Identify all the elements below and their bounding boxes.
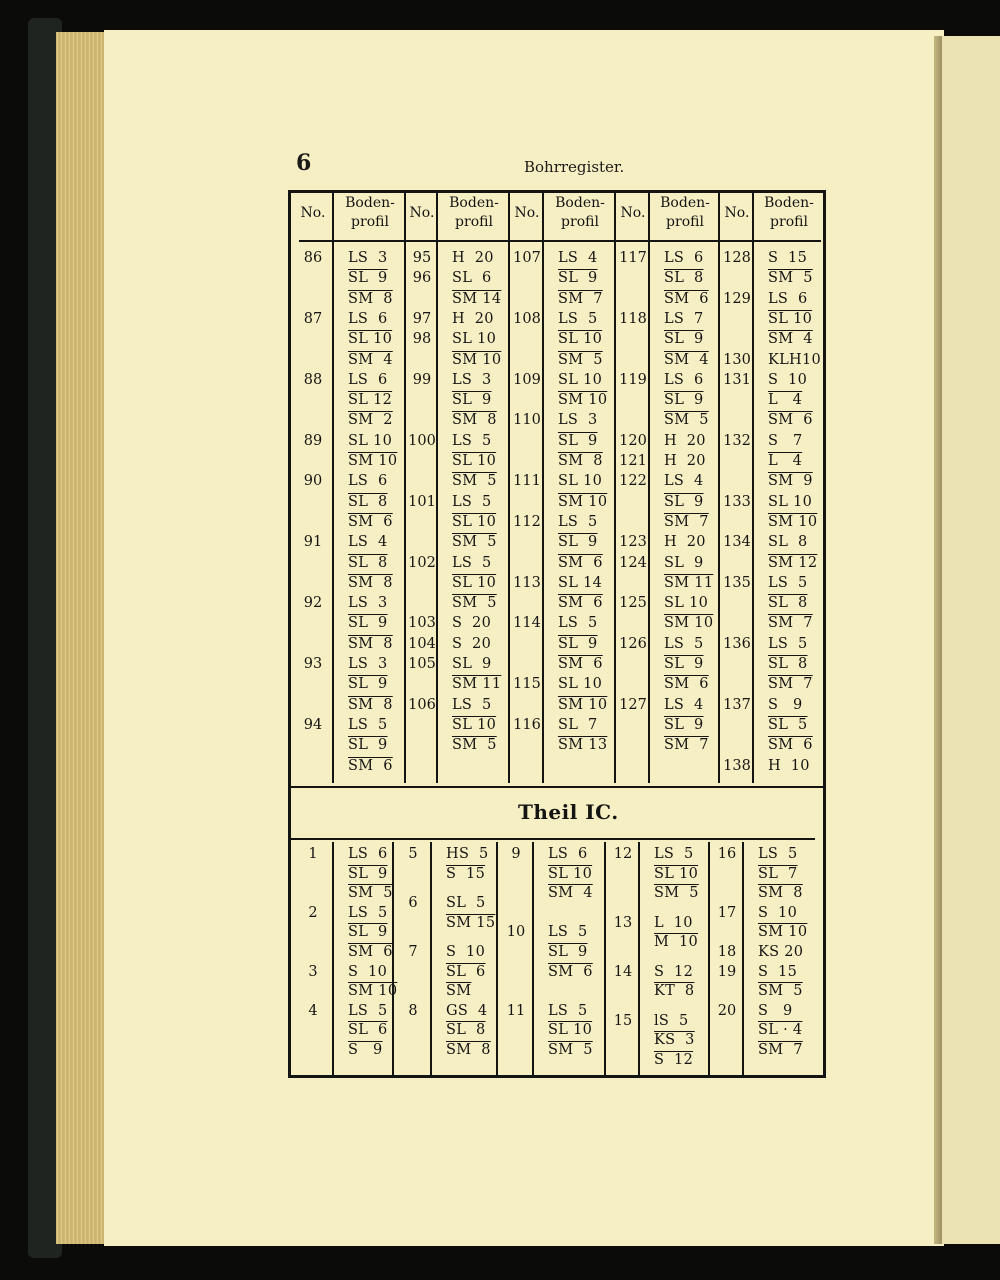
soil-profile-entry: SM 13 <box>558 737 608 754</box>
soil-profile-entry: SM 8 <box>348 574 393 591</box>
row-number: 3 <box>308 963 318 980</box>
soil-profile-entry: SM 8 <box>446 1042 491 1058</box>
header-profil: Boden- profil <box>345 195 395 230</box>
soil-profile-entry: SL 10 <box>558 473 603 490</box>
row-number: 111 <box>513 473 541 490</box>
row-number: 136 <box>723 635 751 652</box>
section-rule-bottom <box>291 838 815 840</box>
row-number: 137 <box>723 696 751 713</box>
soil-profile-entry: $\overline{SM}$ <box>446 983 472 1000</box>
soil-profile-entry: S 12 <box>654 1051 694 1068</box>
row-number: 88 <box>303 371 323 388</box>
soil-profile-entry: SL 8 <box>348 554 388 571</box>
soil-profile-entry: SL 8 <box>768 534 808 551</box>
header-profil: Boden- profil <box>449 195 499 230</box>
soil-profile-entry: LS 4 <box>348 534 388 551</box>
row-number: 127 <box>619 696 647 713</box>
facing-page <box>942 36 1000 1244</box>
row-number: 16 <box>717 846 737 862</box>
soil-profile-entry: SM 5 <box>548 1042 593 1058</box>
row-number: 14 <box>613 963 633 980</box>
soil-profile-entry: SM 5 <box>768 270 813 287</box>
soil-profile-entry: SL 9 <box>452 392 492 409</box>
soil-profile-entry: SM 8 <box>348 635 393 652</box>
row-number: 100 <box>408 432 436 449</box>
soil-profile-entry: SL 8 <box>446 1022 486 1039</box>
row-number: 117 <box>619 250 647 266</box>
soil-profile-entry: H 20 <box>664 432 706 449</box>
row-number: 112 <box>513 513 541 530</box>
soil-profile-entry: LS 5 <box>548 1002 588 1019</box>
soil-profile-entry: H 20 <box>664 534 706 551</box>
soil-profile-entry: SM 6 <box>664 290 709 307</box>
row-number: 131 <box>723 371 751 388</box>
soil-profile-entry: SM 6 <box>558 656 603 672</box>
row-number: 135 <box>723 574 751 591</box>
row-number: 128 <box>723 250 751 266</box>
soil-profile-entry: lS 5 <box>654 1012 689 1029</box>
row-number: 6 <box>408 895 418 911</box>
soil-profile-entry: LS 6 <box>768 290 808 307</box>
row-number: 2 <box>308 904 318 921</box>
row-number: 120 <box>619 432 647 449</box>
soil-profile-entry: S 15 <box>758 963 798 980</box>
soil-profile-entry: SM 5 <box>664 412 709 429</box>
header-no: No. <box>300 205 326 221</box>
row-number: 116 <box>513 716 541 733</box>
soil-profile-entry: LS 5 <box>548 924 588 941</box>
soil-profile-entry: LS 5 <box>452 493 492 510</box>
row-number: 105 <box>408 656 436 672</box>
soil-profile-entry: S 20 <box>452 635 492 652</box>
soil-profile-entry: SL 7 <box>758 865 798 882</box>
header-profil: Boden- profil <box>764 195 814 230</box>
soil-profile-entry: SL 9 <box>558 270 598 287</box>
soil-profile-entry: S 15 <box>446 865 486 882</box>
soil-profile-entry: LS 6 <box>348 846 388 862</box>
row-number: 5 <box>408 846 418 862</box>
row-number: 15 <box>613 1012 633 1029</box>
soil-profile-entry: HS 5 <box>446 846 489 862</box>
column-rule <box>532 842 534 1075</box>
soil-profile-entry: SM 4 <box>548 885 593 902</box>
soil-profile-entry: H 10 <box>768 757 810 774</box>
soil-profile-entry: LS 6 <box>548 846 588 862</box>
row-number: 130 <box>723 351 751 368</box>
soil-profile-entry: S 10 <box>348 963 388 980</box>
soil-profile-entry: KS 20 <box>758 944 804 960</box>
soil-profile-entry: SM 14 <box>452 290 502 307</box>
soil-profile-entry: SL 9 <box>558 432 598 449</box>
soil-profile-entry: LS 6 <box>348 473 388 490</box>
soil-profile-entry: SL 5 <box>446 895 486 911</box>
soil-profile-entry: L 4 <box>768 392 803 409</box>
soil-profile-entry: SM 10 <box>348 983 398 1000</box>
row-number: 113 <box>513 574 541 591</box>
soil-profile-entry: H 20 <box>452 310 494 327</box>
row-number: 106 <box>408 696 436 713</box>
soil-profile-entry: LS 5 <box>768 574 808 591</box>
soil-profile-entry: SL 6 <box>348 1022 388 1039</box>
row-number: 86 <box>303 250 323 266</box>
soil-profile-entry: SL 10 <box>654 865 699 882</box>
row-number: 118 <box>619 310 647 327</box>
row-number: 133 <box>723 493 751 510</box>
row-number: 12 <box>613 846 633 862</box>
soil-profile-entry: LS 5 <box>452 432 492 449</box>
soil-profile-entry: SL 10 <box>558 371 603 388</box>
soil-profile-entry: SM 5 <box>558 351 603 368</box>
row-number: 114 <box>513 615 541 632</box>
soil-profile-entry: SL 10 <box>452 716 497 733</box>
soil-profile-entry: SM 7 <box>558 290 603 307</box>
row-number: 11 <box>506 1002 526 1019</box>
soil-profile-entry: LS 4 <box>558 250 598 266</box>
column-rule <box>332 842 334 1075</box>
soil-profile-entry: H 20 <box>664 453 706 469</box>
soil-profile-entry: SL 6 <box>446 963 486 980</box>
row-number: 98 <box>412 331 432 348</box>
soil-profile-entry: LS 5 <box>558 310 598 327</box>
soil-profile-entry: LS 5 <box>452 554 492 571</box>
soil-profile-entry: LS 5 <box>558 615 598 632</box>
soil-profile-entry: SL 9 <box>664 493 704 510</box>
row-number: 8 <box>408 1002 418 1019</box>
soil-profile-entry: SM 6 <box>548 963 593 980</box>
soil-profile-entry: SL 10 <box>548 1022 593 1039</box>
soil-profile-entry: LS 7 <box>664 310 704 327</box>
soil-profile-entry: SL 10 <box>768 493 813 510</box>
row-number: 134 <box>723 534 751 551</box>
row-number: 109 <box>513 371 541 388</box>
soil-profile-entry: S 15 <box>768 250 808 266</box>
column-rule <box>638 842 640 1075</box>
row-number: 104 <box>408 635 436 652</box>
section-title: Theil IC. <box>518 800 619 824</box>
row-number: 95 <box>412 250 432 266</box>
row-number: 19 <box>717 963 737 980</box>
soil-profile-entry: SM 5 <box>758 983 803 1000</box>
column-rule <box>718 193 720 783</box>
soil-profile-entry: SL 8 <box>768 595 808 612</box>
soil-profile-entry: SM 8 <box>452 412 497 429</box>
soil-profile-entry: SL 10 <box>452 453 497 469</box>
soil-profile-entry: SM 5 <box>654 885 699 902</box>
soil-profile-entry: SL 9 <box>664 331 704 348</box>
row-number: 126 <box>619 635 647 652</box>
soil-profile-entry: SM 7 <box>768 615 813 632</box>
soil-profile-entry: SL · 4 <box>758 1022 803 1039</box>
soil-profile-entry: SM 7 <box>664 737 709 754</box>
soil-profile-entry: SM 10 <box>558 493 608 510</box>
soil-profile-entry: SM 6 <box>348 513 393 530</box>
soil-profile-entry: LS 5 <box>348 1002 388 1019</box>
soil-profile-entry: SL 9 <box>664 656 704 672</box>
row-number: 102 <box>408 554 436 571</box>
header-rule <box>299 240 821 242</box>
soil-profile-entry: SM 4 <box>664 351 709 368</box>
soil-profile-entry: SM 7 <box>664 513 709 530</box>
soil-profile-entry: SM 7 <box>768 676 813 693</box>
row-number: 9 <box>511 846 521 862</box>
header-profil: Boden- profil <box>555 195 605 230</box>
row-number: 1 <box>308 846 318 862</box>
running-head: Bohrregister. <box>524 158 625 176</box>
soil-profile-entry: SL 9 <box>452 656 492 672</box>
row-number: 7 <box>408 944 418 960</box>
column-rule <box>752 193 754 783</box>
soil-profile-entry: SL 10 <box>452 513 497 530</box>
soil-profile-entry: SL 8 <box>768 656 808 672</box>
row-number: 94 <box>303 716 323 733</box>
row-number: 110 <box>513 412 541 429</box>
soil-profile-entry: LS 3 <box>348 656 388 672</box>
soil-profile-entry: KT 8 <box>654 983 695 1000</box>
soil-profile-entry: SM 5 <box>452 473 497 490</box>
column-rule <box>496 842 498 1075</box>
row-number: 90 <box>303 473 323 490</box>
soil-profile-entry: SM 8 <box>758 885 803 902</box>
soil-profile-entry: SM 10 <box>348 453 398 469</box>
soil-profile-entry: SM 15 <box>446 914 496 931</box>
soil-profile-entry: SL 8 <box>348 493 388 510</box>
row-number: 125 <box>619 595 647 612</box>
soil-profile-entry: LS 5 <box>758 846 798 862</box>
soil-profile-entry: KS 3 <box>654 1032 695 1049</box>
row-number: 17 <box>717 904 737 921</box>
soil-profile-entry: SM 6 <box>558 595 603 612</box>
header-profil: Boden- profil <box>660 195 710 230</box>
soil-profile-entry: SM 6 <box>348 944 393 960</box>
soil-profile-entry: LS 6 <box>348 371 388 388</box>
row-number: 123 <box>619 534 647 551</box>
soil-profile-entry: L 10 <box>654 914 693 931</box>
soil-profile-entry: SL 6 <box>452 270 492 287</box>
soil-profile-entry: SM 6 <box>664 676 709 693</box>
soil-profile-entry: SM 11 <box>452 676 502 693</box>
row-number: 101 <box>408 493 436 510</box>
soil-profile-entry: L 4 <box>768 453 803 469</box>
row-number: 129 <box>723 290 751 307</box>
soil-profile-entry: LS 3 <box>452 371 492 388</box>
soil-profile-entry: LS 6 <box>664 250 704 266</box>
soil-profile-entry: SL 9 <box>348 737 388 754</box>
row-number: 99 <box>412 371 432 388</box>
soil-profile-entry: LS 5 <box>654 846 694 862</box>
soil-profile-entry: SM 6 <box>768 412 813 429</box>
soil-profile-entry: SL 9 <box>664 554 704 571</box>
soil-profile-entry: SM 4 <box>768 331 813 348</box>
row-number: 121 <box>619 453 647 469</box>
row-number: 92 <box>303 595 323 612</box>
soil-profile-entry: LS 6 <box>348 310 388 327</box>
soil-profile-entry: SM 10 <box>452 351 502 368</box>
soil-profile-entry: SM 8 <box>348 290 393 307</box>
soil-profile-entry: GS 4 <box>446 1002 488 1019</box>
soil-profile-entry: SL 9 <box>558 534 598 551</box>
header-no: No. <box>724 205 750 221</box>
row-number: 18 <box>717 944 737 960</box>
row-number: 96 <box>412 270 432 287</box>
soil-profile-entry: S 10 <box>758 904 798 921</box>
soil-profile-entry: SL 9 <box>558 635 598 652</box>
soil-profile-entry: M 10 <box>654 934 699 951</box>
soil-profile-entry: S 20 <box>452 615 492 632</box>
header-no: No. <box>409 205 435 221</box>
soil-profile-entry: SL 5 <box>768 716 808 733</box>
soil-profile-entry: LS 5 <box>348 716 388 733</box>
soil-profile-entry: SL 7 <box>558 716 598 733</box>
row-number: 20 <box>717 1002 737 1019</box>
section-rule-top <box>291 786 823 788</box>
soil-profile-entry: SM 10 <box>558 392 608 409</box>
soil-profile-entry: S 7 <box>768 432 803 449</box>
soil-profile-entry: SM 10 <box>758 924 808 941</box>
row-number: 93 <box>303 656 323 672</box>
soil-profile-entry: SM 10 <box>664 615 714 632</box>
soil-profile-entry: LS 3 <box>348 250 388 266</box>
soil-profile-entry: SL 9 <box>348 865 388 882</box>
soil-profile-entry: SL 10 <box>452 331 497 348</box>
soil-profile-entry: S 9 <box>348 1042 383 1058</box>
row-number: 97 <box>412 310 432 327</box>
soil-profile-entry: LS 5 <box>452 696 492 713</box>
row-number: 89 <box>303 432 323 449</box>
soil-profile-entry: S 9 <box>758 1002 793 1019</box>
soil-profile-entry: SM 5 <box>348 885 393 902</box>
row-number: 13 <box>613 914 633 931</box>
soil-profile-entry: LS 5 <box>768 635 808 652</box>
soil-profile-entry: SL 10 <box>548 865 593 882</box>
row-number: 122 <box>619 473 647 490</box>
soil-profile-entry: LS 5 <box>558 513 598 530</box>
soil-profile-entry: SL 10 <box>558 331 603 348</box>
soil-profile-entry: SM 5 <box>452 595 497 612</box>
header-no: No. <box>620 205 646 221</box>
row-number: 91 <box>303 534 323 551</box>
soil-profile-entry: SM 10 <box>768 513 818 530</box>
header-no: No. <box>514 205 540 221</box>
soil-profile-entry: SM 12 <box>768 554 818 571</box>
soil-profile-entry: SM 8 <box>348 696 393 713</box>
soil-profile-entry: SM 8 <box>558 453 603 469</box>
soil-profile-entry: S 10 <box>446 944 486 960</box>
soil-profile-entry: SL 10 <box>664 595 709 612</box>
soil-profile-entry: LS 6 <box>664 371 704 388</box>
soil-profile-entry: SL 14 <box>558 574 603 591</box>
soil-profile-entry: SL 9 <box>548 944 588 960</box>
soil-profile-entry: S 10 <box>768 371 808 388</box>
soil-profile-entry: SL 10 <box>348 331 393 348</box>
soil-profile-entry: SL 10 <box>558 676 603 693</box>
row-number: 4 <box>308 1002 318 1019</box>
soil-profile-entry: SM 11 <box>664 574 714 591</box>
soil-profile-entry: SM 5 <box>452 737 497 754</box>
soil-profile-entry: LS 5 <box>664 635 704 652</box>
soil-profile-entry: SM 5 <box>452 534 497 551</box>
soil-profile-entry: H 20 <box>452 250 494 266</box>
soil-profile-entry: LS 3 <box>348 595 388 612</box>
row-number: 103 <box>408 615 436 632</box>
row-number: 132 <box>723 432 751 449</box>
page-number: 6 <box>296 150 312 176</box>
soil-profile-entry: SM 6 <box>348 757 393 774</box>
soil-profile-entry: S 12 <box>654 963 694 980</box>
soil-profile-entry: SM 10 <box>558 696 608 713</box>
soil-profile-entry: SL 9 <box>348 615 388 632</box>
column-rule <box>604 842 606 1075</box>
soil-profile-entry: SL 9 <box>348 270 388 287</box>
soil-profile-entry: SM 6 <box>558 554 603 571</box>
soil-profile-entry: SL 10 <box>452 574 497 591</box>
soil-profile-entry: LS 4 <box>664 696 704 713</box>
soil-profile-entry: SL 9 <box>348 924 388 941</box>
soil-profile-entry: SL 9 <box>664 392 704 409</box>
soil-profile-entry: SM 9 <box>768 473 813 490</box>
soil-profile-entry: LS 4 <box>664 473 704 490</box>
row-number: 115 <box>513 676 541 693</box>
soil-profile-entry: SL 8 <box>664 270 704 287</box>
row-number: 108 <box>513 310 541 327</box>
soil-profile-entry: SL 10 <box>768 310 813 327</box>
soil-profile-entry: KLH10 <box>768 351 822 368</box>
soil-profile-entry: LS 3 <box>558 412 598 429</box>
row-number: 10 <box>506 924 526 941</box>
row-number: 107 <box>513 250 541 266</box>
row-number: 119 <box>619 371 647 388</box>
soil-profile-entry: SL 9 <box>664 716 704 733</box>
soil-profile-entry: SM 4 <box>348 351 393 368</box>
soil-profile-entry: SL 10 <box>348 432 393 449</box>
soil-profile-entry: LS 5 <box>348 904 388 921</box>
soil-profile-entry: SL 9 <box>348 676 388 693</box>
row-number: 124 <box>619 554 647 571</box>
soil-profile-entry: SL 12 <box>348 392 393 409</box>
soil-profile-entry: S 9 <box>768 696 803 713</box>
row-number: 87 <box>303 310 323 327</box>
row-number: 138 <box>723 757 751 774</box>
soil-profile-entry: SM 7 <box>758 1042 803 1058</box>
soil-profile-entry: SM 2 <box>348 412 393 429</box>
soil-profile-entry: SM 6 <box>768 737 813 754</box>
